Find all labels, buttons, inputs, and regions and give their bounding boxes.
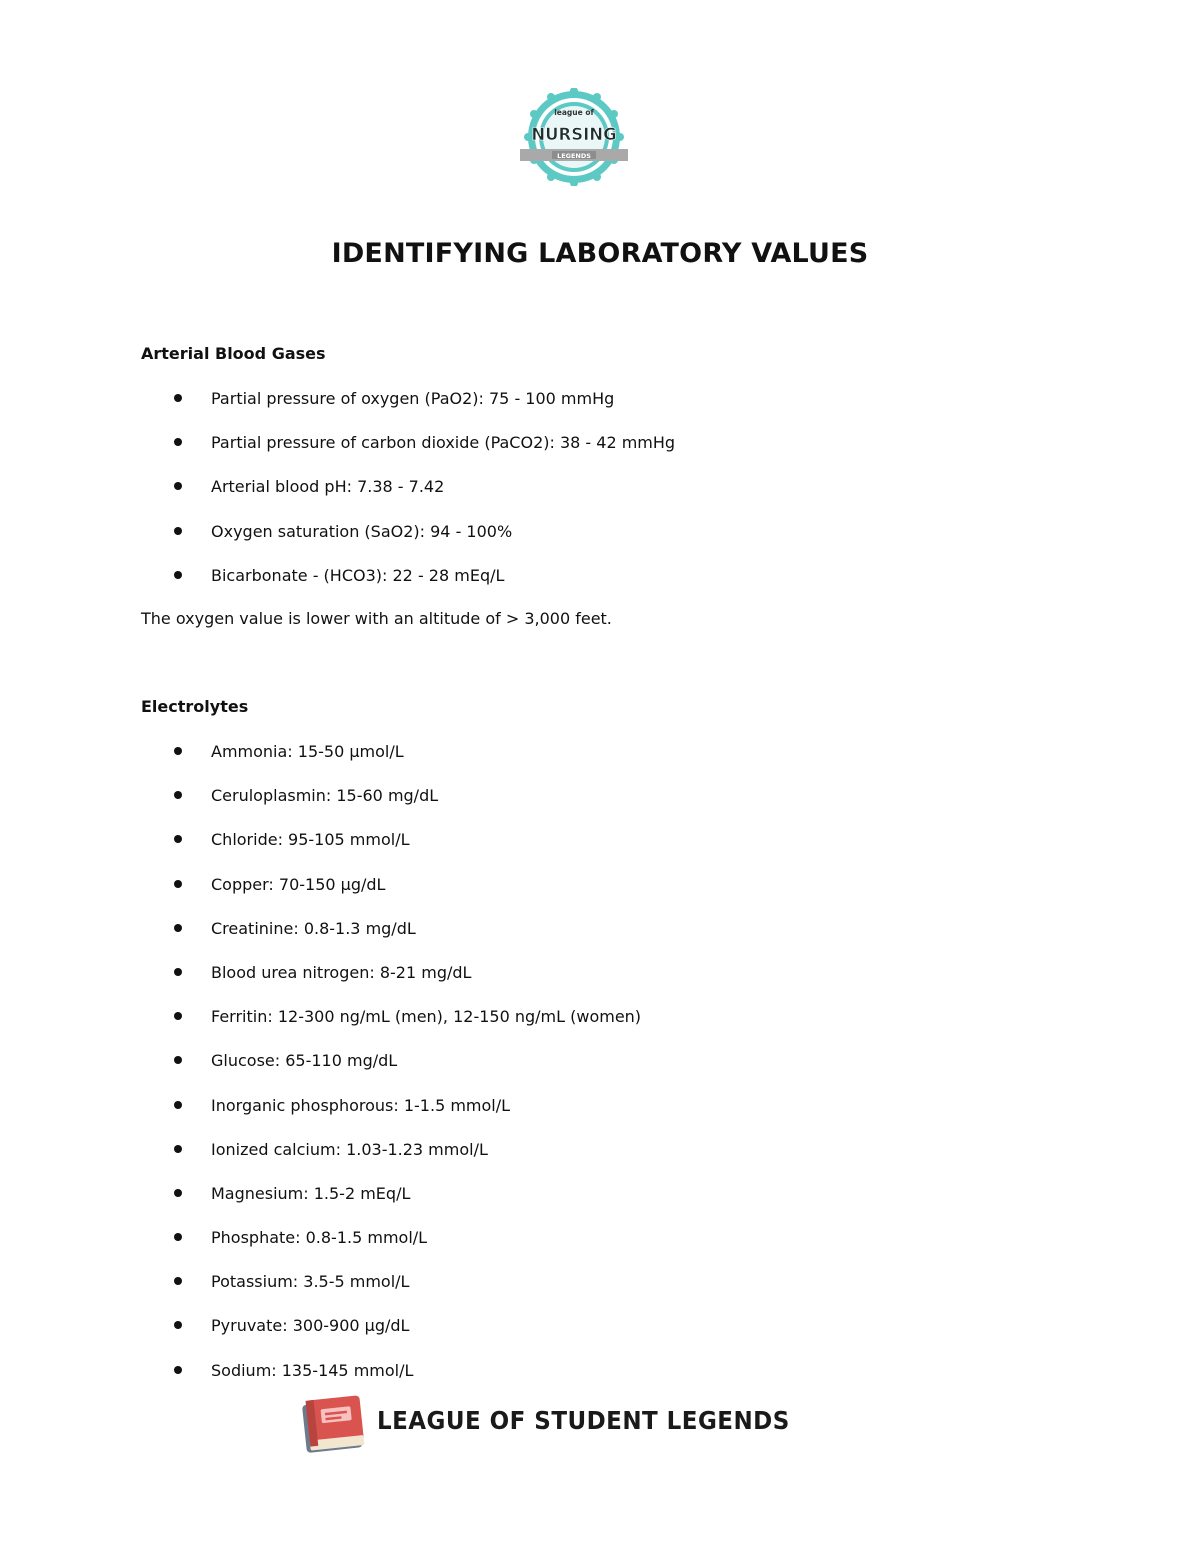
bullet-icon [174, 1233, 182, 1241]
bullet-icon [174, 791, 182, 799]
bullet-icon [174, 747, 182, 755]
bullet-icon [174, 438, 182, 446]
bullet-icon [174, 835, 182, 843]
footer-brand [280, 1384, 824, 1462]
bullet-icon [174, 924, 182, 932]
page-title: IDENTIFYING LABORATORY VALUES [331, 238, 869, 269]
section-heading-electrolytes: Electrolytes [141, 697, 249, 716]
logo-banner-text: LEGENDS [557, 152, 591, 160]
bullet-icon [174, 1189, 182, 1197]
section-heading-abg: Arterial Blood Gases [141, 344, 326, 363]
bullet-icon [174, 527, 182, 535]
bullet-icon [174, 880, 182, 888]
logo-top-text: league of [554, 108, 594, 117]
logo-main-text: NURSING [531, 125, 617, 144]
bullet-icon [174, 1366, 182, 1374]
book-icon [294, 1384, 374, 1462]
bullet-icon [174, 482, 182, 490]
bullet-icon [174, 1012, 182, 1020]
bullet-icon [174, 571, 182, 579]
bullet-icon [174, 1321, 182, 1329]
altitude-note: The oxygen value is lower with an altitude of > 3,000 feet. [141, 609, 612, 628]
bullet-icon [174, 394, 182, 402]
bullet-icon [174, 968, 182, 976]
footer-brand-text: LEAGUE OF STUDENT LEGENDS [377, 1406, 790, 1435]
bullet-icon [174, 1101, 182, 1109]
nursing-legends-logo [518, 88, 630, 186]
bullet-icon [174, 1056, 182, 1064]
badge-logo-icon [518, 88, 630, 186]
bullet-icon [174, 1145, 182, 1153]
bullet-icon [174, 1277, 182, 1285]
